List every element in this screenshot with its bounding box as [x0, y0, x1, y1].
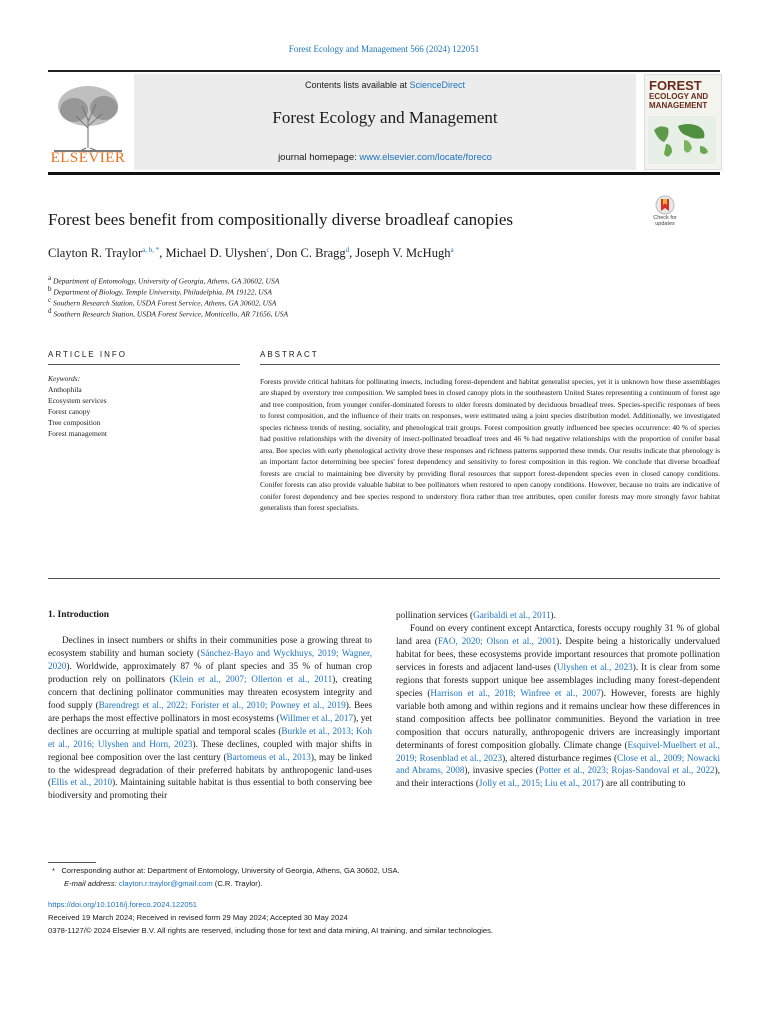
body-text: ) are all contributing to — [600, 778, 686, 789]
body-text: ). Maintaining suitable habitat is thus essential to both conserving bee biodiversity and promoting their — [48, 777, 372, 801]
intro-right-column-continuation — [396, 609, 720, 622]
author-name: Michael D. Ulyshen — [165, 246, 267, 261]
citation-link[interactable]: Harrison et al., 2018; Winfree et al., 2007 — [430, 687, 601, 698]
journal-name: Forest Ecology and Management — [272, 108, 498, 127]
affiliation-mark: c — [48, 296, 52, 304]
received-dates: Received 19 March 2024; Received in revised form 29 May 2024; Accepted 30 May 2024 — [48, 913, 348, 922]
citation-link[interactable]: Sánchez-Bayo and Wyckhuys, 2019; Wagner, 2020 — [48, 647, 372, 671]
body-text: ), and their interactions ( — [396, 765, 720, 789]
check-updates-line-2: updates — [655, 221, 675, 227]
article-info-rule — [48, 364, 240, 365]
paper-title: Forest bees benefit from compositionally diverse broadleaf canopies — [48, 210, 513, 229]
citation-link[interactable]: Ulyshen et al., 2023 — [556, 661, 633, 672]
elsevier-wordmark: ELSEVIER — [50, 150, 126, 166]
homepage-link[interactable]: www.elsevier.com/locate/foreco — [359, 152, 492, 163]
keyword: Tree composition — [48, 418, 101, 427]
header-rule-bottom — [48, 172, 720, 175]
journal-citation[interactable]: Forest Ecology and Management 566 (2024) 122051 — [288, 44, 480, 54]
sciencedirect-link[interactable]: ScienceDirect — [409, 80, 466, 90]
email-footnote — [64, 879, 262, 888]
body-text: ). — [550, 610, 556, 620]
citation-link[interactable]: Close et al., 2009; Nowacki and Abrams, 2008 — [396, 752, 720, 776]
intro-right-column-paragraph — [396, 622, 720, 790]
author-name: Clayton R. Traylor — [48, 246, 143, 261]
body-text: ). However, forests are highly variable both among and within regions and it remains unclear how these differences in stand composition affects bee pollinator communities. Beyond the variation in tree composition that occurs naturally, anthropogenic drivers are increasingly important determinants of forest composition globally. Climate change ( — [396, 687, 720, 750]
affiliation-text: Department of Biology, Temple University, Philadelphia, PA 19122, USA — [53, 287, 272, 297]
header-rule-top — [48, 70, 720, 72]
author-affiliation-mark[interactable]: a — [450, 246, 454, 254]
check-for-updates-badge[interactable] — [645, 195, 685, 229]
journal-cover-title — [649, 80, 719, 110]
cover-title-line-2: ECOLOGY AND — [649, 92, 709, 101]
homepage-prefix: journal homepage: — [278, 152, 360, 163]
corresponding-author-text: Corresponding author at: Department of Entomology, University of Georgia, Athens, GA 30602, USA. — [61, 866, 400, 875]
check-updates-line-1: Check for — [653, 215, 677, 221]
author-list: Clayton R. Traylor$^{a, b, *}$, Michael D. Ulyshen$^c$, Don C. Bragg$^d$, Joseph V. McHugh$^a$ — [48, 246, 454, 261]
citation-link[interactable]: Willmer et al., 2017 — [279, 712, 354, 723]
section-heading-introduction: 1. Introduction — [48, 610, 110, 620]
citation-link[interactable]: FAO, 2020; Olson et al., 2001 — [437, 635, 557, 646]
affiliation — [48, 285, 548, 297]
footnote-mark: * — [52, 866, 55, 875]
affiliation-text: Department of Entomology, University of Georgia, Athens, GA 30602, USA — [52, 276, 280, 286]
body-text: ). It is clear from some regions that forests support unique bee assemblages including many forest-dependent species ( — [396, 661, 721, 698]
citation-link[interactable]: Ellis et al., 2010 — [51, 777, 113, 788]
citation-link[interactable]: Garibaldi et al., 2011 — [473, 610, 551, 620]
author-affiliation-mark[interactable]: a, b, * — [142, 246, 160, 254]
body-text: ), yet declines are occurring at multiple spatial and temporal scales ( — [48, 712, 373, 736]
author-affiliation-mark[interactable]: c — [266, 246, 270, 254]
keywords-label: Keywords: — [48, 374, 81, 383]
affiliation — [48, 307, 548, 319]
contents-available-line — [134, 80, 636, 90]
body-text: ), altered disturbance regimes ( — [502, 752, 618, 763]
email-link[interactable]: clayton.r.traylor@gmail.com — [118, 879, 213, 888]
abstract-heading: ABSTRACT — [260, 350, 319, 359]
email-suffix: (C.R. Traylor). — [212, 879, 263, 888]
body-text: pollination services ( — [396, 610, 474, 620]
affiliation-text: Southern Research Station, USDA Forest Service, Athens, GA 30602, USA — [52, 298, 277, 308]
body-text: ). These declines, coupled with major shifts in regional bee composition over the last century ( — [48, 738, 372, 762]
keyword: Forest canopy — [48, 407, 91, 416]
cover-title-line-1: FOREST — [649, 78, 702, 93]
body-text: ), invasive species ( — [464, 765, 539, 776]
affiliation — [48, 296, 548, 308]
keyword: Anthophila — [48, 385, 82, 394]
cover-title-line-3: MANAGEMENT — [649, 101, 708, 110]
footnote-rule — [48, 862, 96, 863]
citation-link[interactable]: Barendregt et al., 2022; Forister et al., 2010; Powney et al., 2019 — [98, 699, 346, 710]
corresponding-author-footnote — [52, 866, 400, 875]
author-name: Don C. Bragg — [275, 246, 346, 261]
journal-homepage-line — [134, 152, 636, 163]
citation-link[interactable]: Jolly et al., 2015; Liu et al., 2017 — [478, 778, 601, 789]
keyword: Forest management — [48, 429, 107, 438]
body-text: ). Bees are perhaps the most effective pollinators in most ecosystems ( — [48, 699, 373, 723]
body-text: ), creating concern that declining pollinator communities may threaten ecosystem integrity and food supply ( — [48, 673, 373, 710]
author-name: Joseph V. McHugh — [355, 246, 451, 261]
affiliation-mark: d — [48, 307, 52, 315]
citation-link[interactable]: Klein et al., 2007; Ollerton et al., 2011 — [172, 673, 333, 684]
body-text: ). Worldwide, approximately 87 % of plant species and 35 % of human crop production rely on pollinators ( — [48, 660, 372, 684]
abstract-text: Forests provide critical habitats for pollinating insects, including forest-dependent and habitat generalist species, yet it is unknown how these assemblages are shaped by overstory tree composition. We sampled bees in closed canopy plots in the southeastern United States representing a continuum of forest age and tree composition, from younger conifer-dominated forests to older forests dominated by deciduous broadleaf trees. Species-specific responses of bees to forest composition, and the influence of their traits on responses, were estimated using a joint species distribution model. Additionally, we investigated species richness trends of nesting, sociality, and phenological trait groups. Forest composition greatly influenced bee species occurrence: 40 % of species had positive relationships with the diversity of insect-pollinated broadleaf trees and 46 % had negative relationships with the proportion of conifer basal area. Bee species with early phenological activity drove these responses and richness patterns supported these trends. Our results indicate that phenology is an important factor determining bee species' forest dependency and sensitivity to forest composition in this region. We conclude that diverse broadleaf forests are crucial to maintaining bee diversity by providing floral resources that support forest-dependent species even in closed canopy conditions. Conifer forests can also provide valuable habitat to bee pollinators when restored to open canopy conditions. However, because no traits are indicative of conifer forest dependency and bee species respond to understory flora rather than tree attributes, open conifer forests may more strongly favor habitat generalists than forest specialists. — [260, 377, 720, 512]
body-text: ), may be linked to the widespread degradation of their preferred habitats by anthropogenic land-uses ( — [48, 751, 372, 788]
keyword: Ecosystem services — [48, 396, 107, 405]
citation-link[interactable]: Bartomeus et al., 2013 — [226, 751, 311, 762]
citation-link[interactable]: Potter et al., 2023; Rojas-Sandoval et al., 2022 — [538, 765, 715, 776]
body-text: ). Despite being a historically undervalued habitat for bees, these ecosystems provide important resources that promote pollination services in forests and adjacent land-uses ( — [396, 635, 721, 672]
contents-prefix: Contents lists available at — [304, 80, 410, 90]
citation-link[interactable]: Esquivel-Muelbert et al., 2019; Rosenblad et al., 2023 — [396, 739, 720, 763]
cover-world-map-icon — [648, 116, 716, 164]
abstract-rule-bottom — [48, 578, 720, 579]
affiliation-mark: b — [48, 285, 52, 293]
abstract-rule-top — [260, 364, 720, 365]
affiliation-text: Southern Research Station, USDA Forest Service, Monticello, AR 71656, USA — [53, 309, 289, 319]
intro-left-column — [48, 634, 372, 802]
email-label: E-mail address: — [64, 879, 119, 888]
citation-link[interactable]: Burkle et al., 2013; Koh et al., 2016; Ulyshen and Horn, 2023 — [48, 725, 372, 749]
body-text: Declines in insect numbers or shifts in their communities pose a growing threat to ecosystem stability and human society ( — [48, 635, 372, 658]
body-text: Found on every continent except Antarctica, forests occupy roughly 31 % of global land area ( — [396, 623, 720, 646]
author-affiliation-mark[interactable]: d — [345, 246, 350, 254]
affiliation-mark: a — [48, 274, 52, 282]
article-info-heading: ARTICLE INFO — [48, 350, 127, 359]
affiliation — [48, 274, 548, 286]
doi-link[interactable]: https://doi.org/10.1016/j.foreco.2024.122051 — [48, 900, 198, 909]
bookmark-icon — [653, 195, 677, 215]
copyright-line: 0378-1127/© 2024 Elsevier B.V. All rights are reserved, including those for text and data mining, AI training, and similar technologies. — [48, 926, 494, 935]
